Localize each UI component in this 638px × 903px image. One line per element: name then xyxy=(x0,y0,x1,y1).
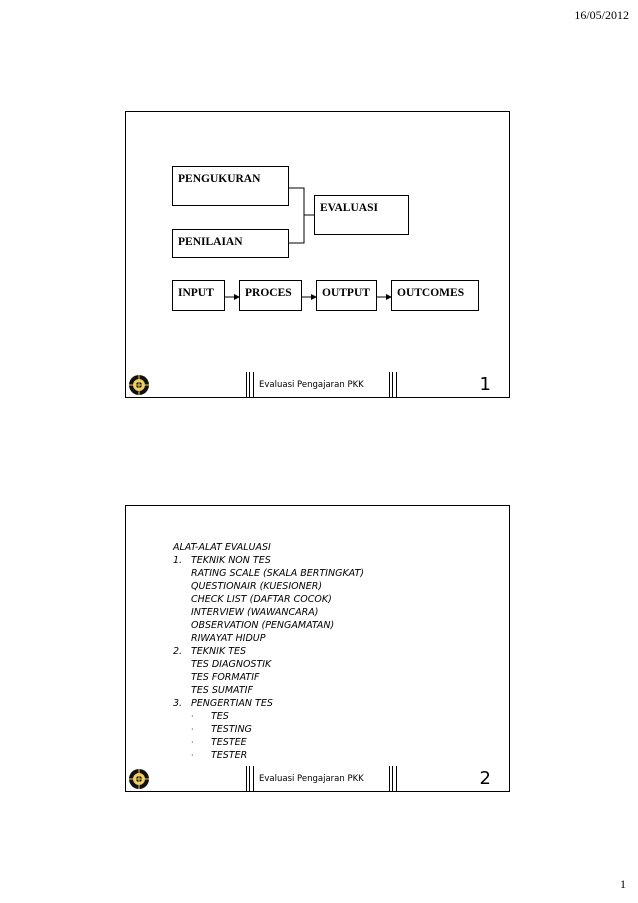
bullet-icon: · xyxy=(191,751,194,760)
list-item: RIWAYAT HIDUP xyxy=(191,633,266,644)
list-item: CHECK LIST (DAFTAR COCOK) xyxy=(191,594,332,605)
connector-pengukuran xyxy=(288,188,304,215)
footer-title: Evaluasi Pengajaran PKK xyxy=(259,380,364,390)
connector-penilaian xyxy=(288,215,304,243)
list-item: RATING SCALE (SKALA BERTINGKAT) xyxy=(191,568,364,579)
list-item: OBSERVATION (PENGAMATAN) xyxy=(191,620,335,631)
bullet-item: · TES xyxy=(191,711,229,722)
section-title: 1. TEKNIK NON TES xyxy=(173,555,271,566)
box-input: INPUT xyxy=(172,280,225,311)
list-item: QUESTIONAIR (KUESIONER) xyxy=(191,581,323,592)
list-item: TES DIAGNOSTIK xyxy=(191,659,272,670)
box-evaluasi: EVALUASI xyxy=(314,195,409,235)
bullet-icon: · xyxy=(191,725,194,734)
box-output: OUTPUT xyxy=(316,280,377,311)
box-pengukuran: PENGUKURAN xyxy=(172,166,289,206)
slide-number: 2 xyxy=(479,768,491,789)
slide-number: 1 xyxy=(479,374,491,395)
university-logo-icon xyxy=(127,373,151,397)
list-item: TES FORMATIF xyxy=(191,672,260,683)
list-item: INTERVIEW (WAWANCARA) xyxy=(191,607,319,618)
university-logo-icon xyxy=(127,767,151,791)
bullet-item: · TESTEE xyxy=(191,737,247,748)
box-penilaian: PENILAIAN xyxy=(172,229,289,258)
bullet-item: · TESTER xyxy=(191,750,248,761)
slide-2 xyxy=(125,505,510,792)
footer-title: Evaluasi Pengajaran PKK xyxy=(259,774,364,784)
bullet-icon: · xyxy=(191,712,194,721)
section-title: 3. PENGERTIAN TES xyxy=(173,698,273,709)
page-number: 1 xyxy=(620,877,626,891)
slide-footer xyxy=(126,766,509,791)
slide-content xyxy=(173,541,364,762)
section-title: 2. TEKNIK TES xyxy=(173,646,247,657)
content-heading: ALAT-ALAT EVALUASI xyxy=(173,542,271,553)
slide-1 xyxy=(125,111,510,398)
bullet-icon: · xyxy=(191,738,194,747)
box-outcomes: OUTCOMES xyxy=(391,280,479,311)
slide-footer xyxy=(126,372,509,397)
bullet-item: · TESTING xyxy=(191,724,252,735)
box-proces: PROCES xyxy=(239,280,302,311)
print-date: 16/05/2012 xyxy=(574,8,629,22)
list-item: TES SUMATIF xyxy=(191,685,253,696)
